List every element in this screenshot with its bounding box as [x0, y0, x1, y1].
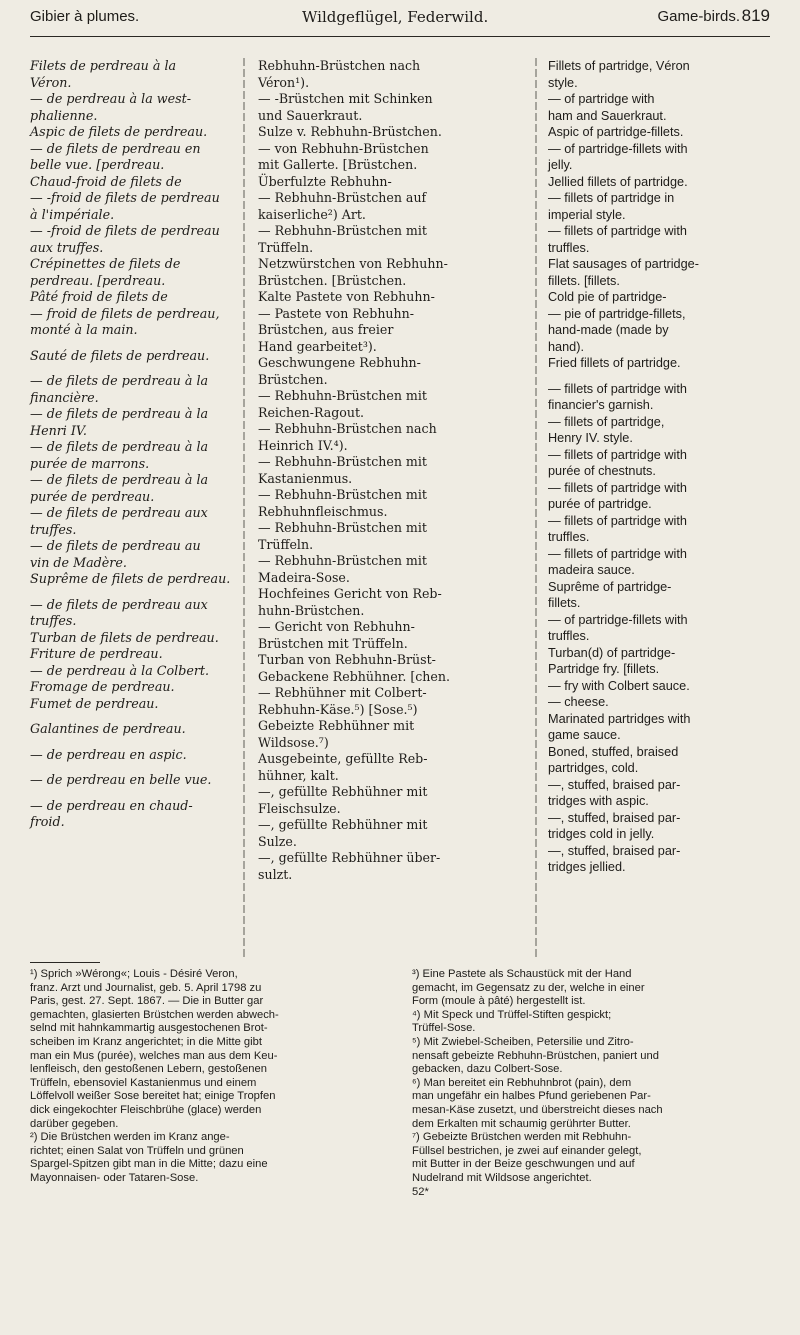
- footnote-right-line: Füllsel bestrichen, je zwei auf einander gelegt,: [412, 1144, 642, 1157]
- footnote-right-line: ⁵) Mit Zwiebel-Scheiben, Petersilie und Zitro-: [412, 1035, 634, 1048]
- footnote-right-line: mesan-Käse zusetzt, und überstreicht dieses nach: [412, 1103, 663, 1116]
- english-entry-gap: [548, 372, 774, 381]
- english-entry-line: — fillets of partridge with: [548, 224, 687, 238]
- german-entry-line: Rebhuhn-Brüstchen nach: [258, 58, 421, 73]
- german-entry-line: — Rebhühner mit Colbert-: [258, 685, 427, 700]
- footnote-right-line: gebacken, dazu Colbert-Sose.: [412, 1063, 563, 1076]
- french-entry-line: Crépinettes de filets de: [30, 256, 181, 271]
- french-entry-line: purée de marrons.: [30, 455, 150, 471]
- french-entry-line: Pâté froid de filets de: [30, 289, 168, 304]
- english-entry-line: tridges cold in jelly.: [548, 827, 655, 841]
- german-entry-line: kaiserliche²) Art.: [258, 206, 366, 222]
- footnote-rule: [30, 962, 100, 963]
- english-entry-line: —, stuffed, braised par-: [548, 777, 681, 792]
- footnotes-right: [412, 968, 770, 1199]
- english-entry-line: — fry with Colbert sauce.: [548, 678, 690, 693]
- german-entry-line: — Gericht von Rebhuhn-: [258, 619, 415, 634]
- german-entry-line: Netzwürstchen von Rebhuhn-: [258, 256, 448, 271]
- german-entry-line: Hand gearbeitet³).: [258, 338, 377, 354]
- french-entry-line: financière.: [30, 389, 99, 405]
- footnote-right-line: dem Erkalten mit schaumig gerührter Butter.: [412, 1117, 631, 1130]
- english-entry-line: — fillets of partridge with: [548, 381, 687, 396]
- footnote-right-line: ³) Eine Pastete als Schaustück mit der Hand: [412, 968, 632, 980]
- divider-brace-left: [240, 58, 248, 958]
- french-column: [30, 58, 230, 831]
- german-entry-line: — Rebhuhn-Brüstchen auf: [258, 190, 427, 205]
- german-entry-line: Brüstchen.: [258, 371, 328, 387]
- english-entry-line: tridges with aspic.: [548, 794, 649, 808]
- german-entry-line: Gebeizte Rebhühner mit: [258, 718, 415, 733]
- header-rule: [30, 36, 770, 37]
- english-entry-line: purée of partridge.: [548, 497, 652, 511]
- german-entry-line: Kastanienmus.: [258, 470, 353, 486]
- french-entry-line: phalienne.: [30, 107, 98, 123]
- column-divider-left: [240, 58, 248, 958]
- french-entry-line: Henri IV.: [30, 422, 87, 438]
- english-entry-line: truffles.: [548, 240, 590, 255]
- footnote-left-line: Paris, gest. 27. Sept. 1867. — Die in Butter gar: [30, 995, 264, 1008]
- footnote-right-line: Nudelrand mit Wildsose angerichtet.: [412, 1171, 592, 1184]
- footnote-left-line: ²) Die Brüstchen werden im Kranz ange-: [30, 1131, 230, 1144]
- english-entry-line: Jellied fillets of partridge.: [548, 174, 688, 189]
- english-entry-line: — fillets of partridge with: [548, 480, 687, 495]
- footnote-left-line: dick eingekochter Fleischbrühe (glace) werden: [30, 1103, 262, 1116]
- french-entry-line: monté à la main.: [30, 322, 138, 337]
- german-entry-line: Brüstchen. [Brüstchen.: [258, 272, 407, 288]
- german-entry-line: Geschwungene Rebhuhn-: [258, 355, 421, 370]
- french-entry-line: — de filets de perdreau en: [30, 140, 201, 156]
- german-entry-line: — Rebhuhn-Brüstchen mit: [258, 520, 427, 535]
- english-entry-line: game sauce.: [548, 728, 621, 742]
- english-entry-line: partridges, cold.: [548, 761, 639, 775]
- german-entry-line: —, gefüllte Rebhühner über-: [258, 850, 441, 865]
- german-entry-line: Brüstchen, aus freier: [258, 322, 394, 337]
- french-entry-gap: [30, 789, 230, 798]
- footnote-left-line: Trüffeln, ebensoviel Kastanienmus und einem: [30, 1076, 257, 1089]
- english-entry-line: ham and Sauerkraut.: [548, 108, 667, 123]
- german-entry-line: — -Brüstchen mit Schinken: [258, 91, 433, 106]
- french-entry-line: Aspic de filets de perdreau.: [30, 124, 208, 139]
- english-entry-line: Cold pie of partridge-: [548, 290, 667, 304]
- french-entry-line: — -froid de filets de perdreau: [30, 190, 220, 205]
- english-entry-line: — cheese.: [548, 695, 609, 709]
- german-entry-line: Kalte Pastete von Rebhuhn-: [258, 289, 435, 304]
- german-entry-line: — Rebhuhn-Brüstchen mit: [258, 388, 427, 403]
- french-entry-line: perdreau. [perdreau.: [30, 272, 166, 288]
- footnote-right-line: man ungefähr ein halbes Pfund geriebenen Par-: [412, 1090, 651, 1103]
- german-entry-line: Véron¹).: [258, 74, 310, 90]
- footnote-right-line: ⁶) Man bereitet ein Rebhuhnbrot (pain), dem: [412, 1076, 632, 1089]
- english-entry-line: — fillets of partridge,: [548, 414, 665, 429]
- english-column: [548, 58, 774, 876]
- french-entry-line: Fumet de perdreau.: [30, 695, 159, 711]
- english-entry-line: — of partridge-fillets with: [548, 141, 688, 156]
- german-entry-line: Trüffeln.: [258, 536, 314, 552]
- french-entry-line: Sauté de filets de perdreau.: [30, 347, 210, 363]
- english-entry-line: — of partridge with: [548, 92, 655, 106]
- french-entry-gap: [30, 339, 230, 348]
- french-entry-line: — de filets de perdreau aux: [30, 596, 208, 612]
- french-entry-gap: [30, 588, 230, 597]
- french-entry-line: — de perdreau en belle vue.: [30, 772, 212, 787]
- german-entry-line: und Sauerkraut.: [258, 107, 363, 123]
- french-entry-line: — de filets de perdreau à la: [30, 472, 209, 487]
- english-entry-line: Fried fillets of partridge.: [548, 356, 681, 370]
- header-german-title: Wildgeflügel, Federwild.: [302, 8, 489, 26]
- french-entry-line: à l'impériale.: [30, 206, 115, 222]
- french-entry-line: — froid de filets de perdreau,: [30, 305, 220, 321]
- french-entry-line: Filets de perdreau à la: [30, 58, 177, 73]
- german-column: [258, 58, 513, 883]
- english-entry-line: Fillets of partridge, Véron: [548, 59, 690, 73]
- english-entry-line: Flat sausages of partridge-: [548, 257, 699, 271]
- french-entry-line: Friture de perdreau.: [30, 646, 163, 661]
- english-entry-line: Henry IV. style.: [548, 431, 633, 445]
- german-entry-line: — Rebhuhn-Brüstchen mit: [258, 454, 427, 469]
- footnotes-left: [30, 968, 383, 1186]
- french-entry-line: Véron.: [30, 74, 72, 90]
- page-number: 819: [741, 6, 770, 25]
- german-entry-line: Sulze.: [258, 833, 297, 849]
- german-entry-line: — Rebhuhn-Brüstchen nach: [258, 421, 437, 436]
- french-entry-gap: [30, 763, 230, 772]
- footnote-right-line: Form (moule à pâté) hergestellt ist.: [412, 995, 586, 1008]
- french-entry-line: — de filets de perdreau à la: [30, 439, 209, 454]
- english-entry-line: jelly.: [548, 158, 573, 172]
- german-entry-line: Rebhuhnfleischmus.: [258, 503, 388, 519]
- french-entry-line: Turban de filets de perdreau.: [30, 629, 219, 645]
- english-entry-line: financier's garnish.: [548, 398, 654, 412]
- french-entry-line: vin de Madère.: [30, 554, 127, 570]
- german-entry-line: mit Gallerte. [Brüstchen.: [258, 157, 418, 172]
- german-entry-line: Madeira-Sose.: [258, 569, 350, 585]
- french-entry-gap: [30, 738, 230, 747]
- english-entry-line: — of partridge-fillets with: [548, 612, 688, 627]
- footnote-right-line: mit Butter in der Beize geschwungen und auf: [412, 1158, 635, 1171]
- french-entry-line: truffes.: [30, 613, 77, 628]
- german-entry-line: Fleischsulze.: [258, 800, 341, 816]
- english-entry-line: Turban(d) of partridge-: [548, 645, 676, 660]
- footnote-right-line: nensaft gebeizte Rebhuhn-Brüstchen, paniert und: [412, 1049, 659, 1062]
- french-entry-line: Galantines de perdreau.: [30, 721, 186, 736]
- english-entry-line: Partridge fry. [fillets.: [548, 662, 660, 676]
- english-entry-line: Marinated partridges with: [548, 711, 691, 726]
- german-entry-line: hühner, kalt.: [258, 767, 339, 783]
- english-entry-line: style.: [548, 75, 578, 90]
- english-entry-line: — fillets of partridge with: [548, 513, 687, 528]
- footnote-left-line: gemachten, glasierten Brüstchen werden abwech-: [30, 1008, 279, 1021]
- footnote-right-line: Trüffel-Sose.: [412, 1022, 476, 1035]
- german-entry-line: — Pastete von Rebhuhn-: [258, 305, 415, 321]
- german-entry-line: Gebackene Rebhühner. [chen.: [258, 668, 450, 684]
- footnote-left-line: ¹) Sprich »Wérong«; Louis - Désiré Veron,: [30, 968, 238, 980]
- french-entry-line: Fromage de perdreau.: [30, 679, 175, 694]
- french-entry-line: belle vue. [perdreau.: [30, 157, 165, 172]
- french-entry-gap: [30, 712, 230, 721]
- english-entry-line: Boned, stuffed, braised: [548, 744, 679, 759]
- german-entry-line: —, gefüllte Rebhühner mit: [258, 817, 428, 832]
- german-entry-line: Rebhuhn-Käse.⁵) [Sose.⁵): [258, 701, 418, 717]
- german-entry-line: Hochfeines Gericht von Reb-: [258, 586, 442, 601]
- german-entry-line: — Rebhuhn-Brüstchen mit: [258, 553, 427, 568]
- english-entry-line: — fillets of partridge in: [548, 191, 675, 205]
- footnote-left-line: Löffelvoll weißer Sose bereitet hat; einige Tropfen: [30, 1090, 276, 1103]
- english-entry-line: tridges jellied.: [548, 860, 626, 874]
- english-entry-line: — fillets of partridge with: [548, 447, 687, 462]
- french-entry-line: — de perdreau à la west-: [30, 91, 192, 106]
- header-french-title: Gibier à plumes.: [30, 8, 140, 25]
- footnote-right-line: ⁴) Mit Speck und Trüffel-Stiften gespickt;: [412, 1008, 612, 1021]
- german-entry-line: sulzt.: [258, 866, 293, 882]
- column-divider-right: [532, 58, 540, 958]
- footnote-left-line: selnd mit hahnkammartig ausgestochenen Brot-: [30, 1022, 268, 1035]
- footnote-left-line: Spargel-Spitzen gibt man in die Mitte; dazu eine: [30, 1158, 268, 1171]
- footnote-left-line: Mayonnaisen- oder Tataren-Sose.: [30, 1171, 199, 1184]
- french-entry-line: Chaud-froid de filets de: [30, 173, 182, 189]
- german-entry-line: Überfulzte Rebhuhn-: [258, 173, 392, 189]
- english-entry-line: — fillets of partridge with: [548, 546, 687, 561]
- footnote-right-line: gemacht, im Gegensatz zu der, welche in einer: [412, 981, 645, 994]
- footnote-left-line: franz. Arzt und Journalist, geb. 5. April 1798 zu: [30, 981, 262, 994]
- french-entry-line: — de filets de perdreau à la: [30, 373, 209, 388]
- french-entry-line: — de filets de perdreau au: [30, 538, 201, 553]
- english-entry-line: hand).: [548, 339, 584, 354]
- divider-brace-right: [532, 58, 540, 958]
- french-entry-line: — -froid de filets de perdreau: [30, 223, 220, 238]
- footnote-left-line: richtet; einen Salat von Trüffeln und grünen: [30, 1144, 244, 1157]
- english-entry-line: imperial style.: [548, 207, 626, 222]
- french-entry-line: — de perdreau en aspic.: [30, 746, 187, 762]
- english-entry-line: —, stuffed, braised par-: [548, 810, 681, 825]
- footnote-left-line: scheiben im Kranz angerichtet; in die Mitte gibt: [30, 1035, 262, 1048]
- french-entry-line: — de perdreau en chaud-: [30, 797, 193, 813]
- english-entry-line: purée of chestnuts.: [548, 464, 656, 478]
- french-entry-line: — de filets de perdreau à la: [30, 406, 209, 421]
- german-entry-line: — Rebhuhn-Brüstchen mit: [258, 487, 427, 502]
- footnote-left-line: darüber gegeben.: [30, 1117, 119, 1130]
- german-entry-line: Sulze v. Rebhuhn-Brüstchen.: [258, 124, 442, 139]
- german-entry-line: — von Rebhuhn-Brüstchen: [258, 140, 429, 156]
- french-entry-line: — de perdreau à la Colbert.: [30, 662, 210, 678]
- footnote-left-line: man ein Mus (purée), welches man aus dem Keu-: [30, 1049, 278, 1062]
- english-entry-line: hand-made (made by: [548, 323, 669, 337]
- english-entry-line: —, stuffed, braised par-: [548, 843, 681, 858]
- french-entry-line: aux truffes.: [30, 239, 104, 255]
- english-entry-line: fillets.: [548, 596, 581, 610]
- english-entry-line: fillets. [fillets.: [548, 273, 620, 288]
- german-entry-line: Heinrich IV.⁴).: [258, 437, 348, 453]
- german-entry-line: Trüffeln.: [258, 239, 314, 255]
- english-entry-line: — pie of partridge-fillets,: [548, 306, 686, 321]
- german-entry-line: Ausgebeinte, gefüllte Reb-: [258, 751, 428, 766]
- german-entry-line: — Rebhuhn-Brüstchen mit: [258, 223, 427, 238]
- german-entry-line: Turban von Rebhuhn-Brüst-: [258, 652, 436, 667]
- german-entry-line: —, gefüllte Rebhühner mit: [258, 784, 428, 799]
- english-entry-line: Suprême of partridge-: [548, 579, 672, 594]
- german-entry-line: Wildsose.⁷): [258, 734, 329, 750]
- english-entry-line: truffles.: [548, 530, 590, 544]
- header-english-title: Game-birds.: [657, 8, 740, 25]
- french-entry-line: purée de perdreau.: [30, 488, 155, 504]
- french-entry-line: truffes.: [30, 521, 77, 537]
- english-entry-line: Aspic of partridge-fillets.: [548, 125, 684, 139]
- german-entry-line: huhn-Brüstchen.: [258, 602, 365, 618]
- english-entry-line: madeira sauce.: [548, 563, 635, 577]
- french-entry-gap: [30, 364, 230, 373]
- page-header: [30, 6, 770, 36]
- french-entry-line: — de filets de perdreau aux: [30, 505, 208, 520]
- french-entry-line: froid.: [30, 814, 65, 829]
- footnote-right-line: ⁷) Gebeizte Brüstchen werden mit Rebhuhn-: [412, 1131, 632, 1144]
- footnote-left-line: lenfleisch, den gestoßenen Lebern, gestoßenen: [30, 1063, 267, 1076]
- german-entry-line: Brüstchen mit Trüffeln.: [258, 635, 408, 651]
- english-entry-line: truffles.: [548, 629, 590, 643]
- german-entry-line: Reichen-Ragout.: [258, 404, 365, 420]
- footnote-right-line: 52*: [412, 1185, 429, 1198]
- french-entry-line: Suprême de filets de perdreau.: [30, 571, 231, 586]
